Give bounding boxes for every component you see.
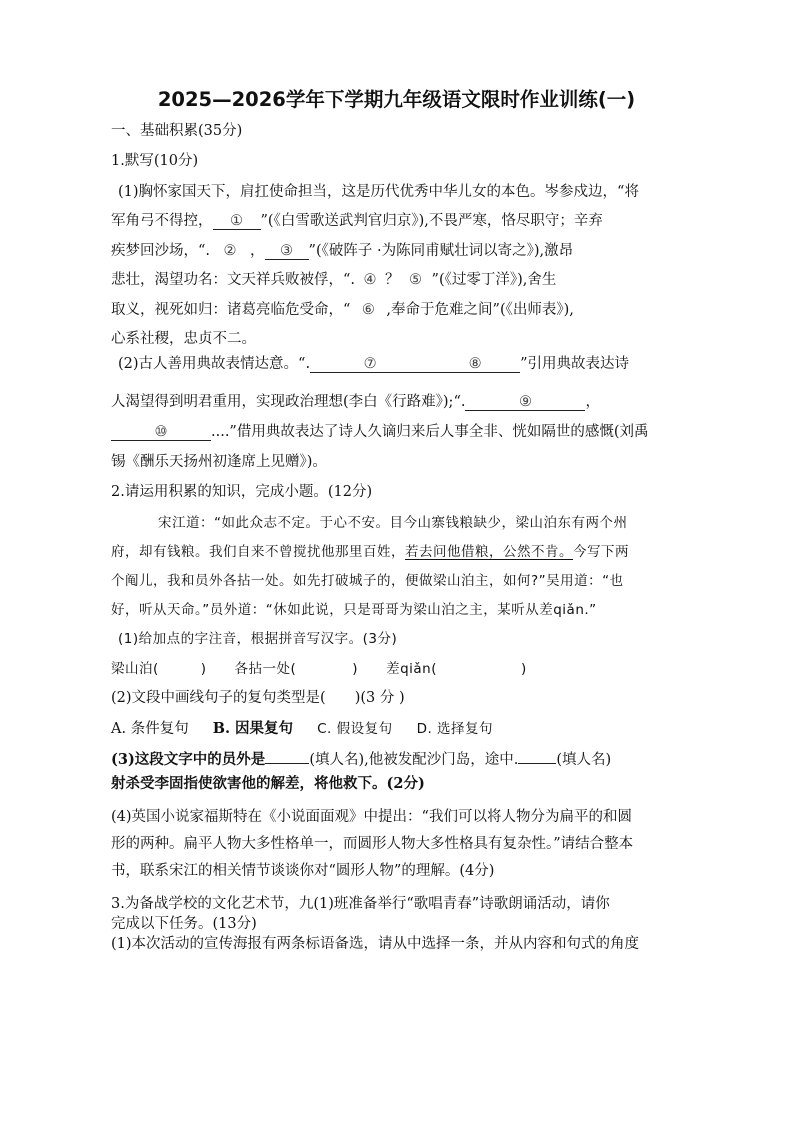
passage-line-3: 个阄儿，我和员外各拈一处。如先打破城子的，便做梁山泊主，如何?”吴用道：“也 <box>111 573 624 589</box>
q2-sub1-answers: 梁山泊( ) 各拈一处( ) 差qiǎn( ) <box>111 661 527 677</box>
option-c[interactable]: C. 假设复句 <box>317 721 393 737</box>
question-2-heading: 2.请运用积累的知识，完成小题。(12分) <box>111 484 373 500</box>
q2-sub4-line3: 书，联系宋江的相关情节谈谈你对“圆形人物”的理解。(4分) <box>111 863 495 879</box>
blank-2[interactable]: ② <box>223 243 237 259</box>
question-3-sub1: (1)本次活动的宣传海报有两条标语备选，请从中选择一条，并从内容和句式的角度 <box>111 936 640 952</box>
option-d[interactable]: D. 选择复句 <box>416 721 494 737</box>
blank-6[interactable]: ⑥ <box>361 302 375 318</box>
blank-8[interactable]: ⑧ <box>430 356 520 373</box>
q1-part1-line2: 军角弓不得控， ① ”(《白雪歌送武判官归京》),不畏严寒，恪尽职守；辛弃 <box>111 213 603 229</box>
option-b[interactable]: B. 因果复句 <box>212 720 294 737</box>
option-a[interactable]: A. 条件复句 <box>111 721 189 737</box>
passage-line-2: 府，却有钱粮。我们自来不曾搅扰他那里百姓，若去问他借粮，公然不肯。今写下两 <box>111 544 629 560</box>
q2-sub3-line2: 射杀受李固指使欲害他的解差，将他救下。(2分) <box>111 775 425 792</box>
q2-sub1: (1)给加点的字注音，根据拼音写汉字。(3分) <box>118 631 398 647</box>
page-title: 2025—2026学年下学期九年级语文限时作业训练(一) <box>157 88 636 111</box>
blank-q2-3b[interactable] <box>518 763 556 764</box>
q1-part1-line6: 心系社稷，忠贞不二。 <box>111 331 256 347</box>
q2-sub4-line1: (4)英国小说家福斯特在《小说面面观》中提出：“我们可以将人物分为扁平的和圆 <box>111 809 632 825</box>
q2-sub4-line2: 形的两种。扁平人物大多性格单一，而圆形人物大多性格具有复杂性。”请结合整本 <box>111 836 634 852</box>
passage-line-1: 宋江道：“如此众志不定。于心不安。目今山寨钱粮缺少，梁山泊东有两个州 <box>158 515 628 531</box>
q1-part1-line5: 取义，视死如归：诸葛亮临危受命，“ ⑥ ,奉命于危难之间”(《出师表》), <box>111 302 574 318</box>
blank-1[interactable]: ① <box>213 213 261 230</box>
passage-line-4: 好，听从天命。”员外道：“休如此说，只是哥哥为梁山泊之主，某听从差qiǎn.” <box>111 602 597 618</box>
q1-part2-line4: 锡《酬乐天扬州初逢席上见赠》)。 <box>111 454 327 470</box>
underlined-sentence: 若去问他借粮，公然不肯。 <box>405 544 573 560</box>
question-3-line1: 3.为备战学校的文化艺术节，九(1)班准备举行“歌唱青春”诗歌朗诵活动，请你 <box>111 896 610 912</box>
blank-q2-3a[interactable] <box>265 763 309 764</box>
q1-part2-line2: 人渴望得到明君重用，实现政治理想(李白《行路难》);“. ⑨ ， <box>111 394 600 410</box>
q1-part2-line3: ⑩ ....”借用典故表达了诗人久谪归来后人事全非、恍如隔世的感慨(刘禹 <box>111 422 649 442</box>
section-heading: 一、基础积累(35分) <box>111 123 243 139</box>
q1-part1-line3: 疾梦回沙场，“. ② ， ③ ”(《破阵子 ·为陈同甫赋壮词以寄之》),激昂 <box>111 243 574 259</box>
blank-7[interactable]: ⑦ <box>310 356 430 373</box>
q1-part1-line1: (1)胸怀家国天下，肩扛使命担当，这是历代优秀中华儿女的本色。岑参戍边，“将 <box>118 184 639 200</box>
q1-part1-line4: 悲壮，渴望功名：文天祥兵败被俘，“. ④ ？ ⑤ ”(《过零丁洋》),舍生 <box>111 272 557 288</box>
question-1-heading: 1.默写(10分) <box>111 153 199 169</box>
question-3-line2: 完成以下任务。(13分) <box>111 916 257 932</box>
blank-5[interactable]: ⑤ <box>409 272 423 288</box>
q1-part2-line1: (2)古人善用典故表情达意。“. ⑦ ⑧ ”引用典故表达诗 <box>118 356 629 372</box>
blank-3[interactable]: ③ <box>265 243 309 260</box>
blank-9[interactable]: ⑨ <box>465 394 585 411</box>
blank-10[interactable]: ⑩ <box>111 424 211 441</box>
q2-sub2-options <box>111 719 517 739</box>
q2-sub2: (2)文段中画线句子的复句类型是( )(3 分 ) <box>111 690 405 706</box>
q2-sub3-line1: (3)这段文字中的员外是 (填人名),他被发配沙门岛，途中. (填人名) <box>111 751 612 768</box>
blank-4[interactable]: ④ <box>363 272 377 288</box>
